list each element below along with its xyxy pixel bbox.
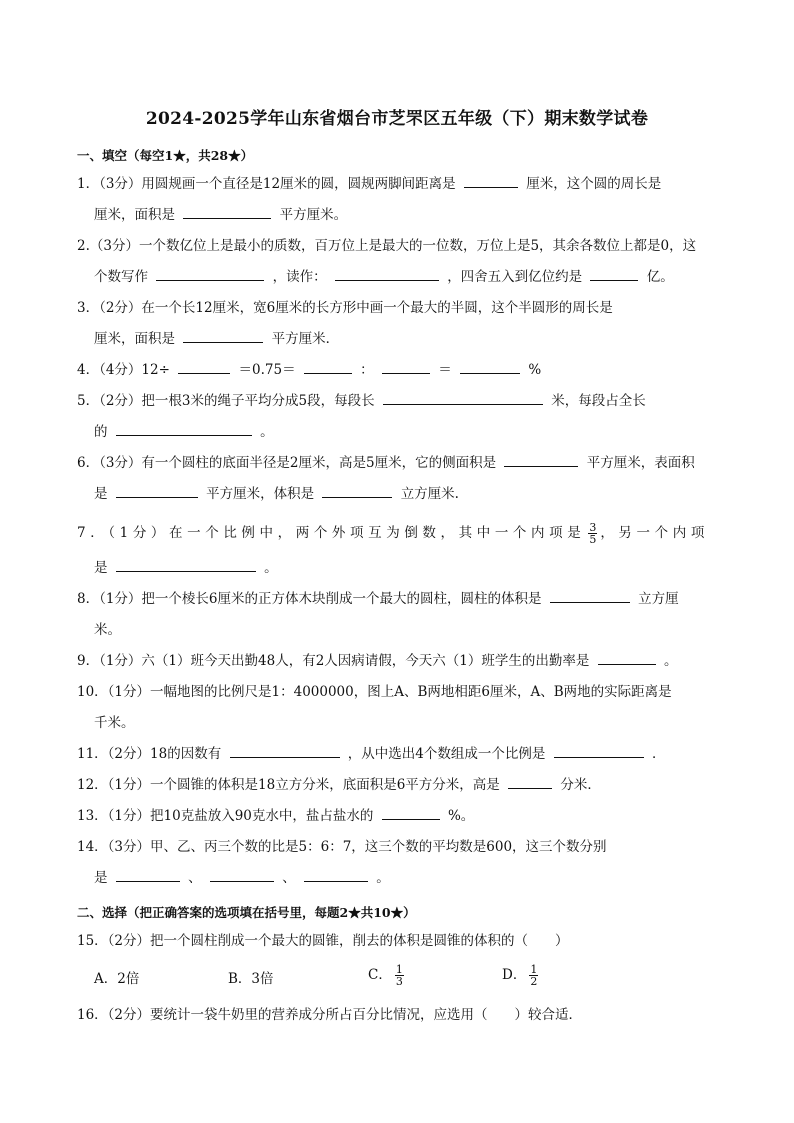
question-6-line-2 — [94, 485, 739, 503]
q9-text-b: 。 — [663, 653, 678, 669]
question-3-line-2 — [94, 330, 739, 348]
q5-text-d: 。 — [260, 424, 274, 440]
q14-text-e: 。 — [376, 870, 390, 886]
q4-text-e: % — [528, 362, 542, 378]
answer-blank[interactable] — [383, 392, 543, 405]
q9-text-a: 9．（1分）六（1）班今天出勤48人，有2人因病请假，今天六（1）班学生的出勤率是 — [77, 653, 590, 669]
question-6-line-1 — [77, 454, 722, 472]
answer-blank[interactable] — [156, 268, 264, 281]
answer-blank[interactable] — [550, 590, 630, 603]
q15-text-a: 15．（2分）把一个圆柱削成一个最大的圆锥，削去的体积是圆锥的体积的（ ） — [77, 933, 569, 949]
q4-text-a: 4．（4分）12÷ — [77, 362, 170, 378]
option-a[interactable]: A．2倍 — [94, 971, 140, 987]
question-4-line-1 — [77, 361, 722, 379]
answer-blank[interactable] — [554, 745, 644, 758]
answer-blank[interactable] — [116, 869, 180, 882]
page-title: 2024-2025学年山东省烟台市芝罘区五年级（下）期末数学试卷 — [145, 109, 649, 129]
answer-blank[interactable] — [598, 652, 656, 665]
q11-text-c: ． — [651, 746, 666, 762]
q4-text-c: ： — [360, 362, 374, 378]
q10-text-a: 10．（1分）一幅地图的比例尺是1：4000000，图上A、B两地相距6厘米，A、B两地的实际距离是 — [77, 684, 672, 700]
fraction — [529, 964, 538, 987]
q10-text-b: 千米。 — [94, 715, 135, 731]
q8-text-c: 米。 — [94, 622, 121, 638]
q3-text-c: 平方厘米． — [271, 331, 340, 347]
section-heading-choice: 二、选择（把正确答案的选项填在括号里，每题2★共10★） — [77, 905, 416, 920]
fraction — [395, 964, 404, 987]
fraction-denominator: 2 — [530, 975, 538, 988]
question-8-line-2 — [94, 621, 739, 639]
section-heading-fill: 一、填空（每空1★，共28★） — [77, 148, 254, 163]
question-16-line-1 — [77, 1006, 722, 1024]
answer-blank[interactable] — [322, 485, 392, 498]
q12-text-b: 分米． — [560, 777, 601, 793]
q16-text-a: 16．（2分）要统计一袋牛奶里的营养成分所占百分比情况，应选用（ ）较合适． — [77, 1007, 583, 1023]
question-5-line-2 — [94, 423, 739, 441]
q7-text-d: 。 — [264, 560, 278, 576]
question-9-line-1 — [77, 652, 722, 670]
question-7-line-2 — [94, 559, 739, 577]
fraction-numerator: 1 — [395, 963, 403, 976]
question-15-line-1 — [77, 932, 722, 950]
q1-text-c: 厘米，面积是 — [94, 207, 175, 223]
question-5-line-1 — [77, 392, 722, 410]
question-10-line-2 — [94, 714, 739, 732]
q3-text-a: 3．（2分）在一个长12厘米，宽6厘米的长方形中画一个最大的半圆，这个半圆形的周长是 — [77, 300, 613, 316]
q13-text-b: %。 — [447, 808, 475, 824]
answer-blank[interactable] — [230, 745, 340, 758]
q4-text-b: ＝0.75＝ — [238, 362, 296, 378]
question-1-line-1 — [77, 175, 722, 193]
option-c[interactable] — [368, 964, 407, 987]
q7-text-c: 是 — [94, 560, 108, 576]
question-12-line-1 — [77, 776, 722, 794]
q1-text-a: 1．（3分）用圆规画一个直径是12厘米的圆，圆规两脚间距离是 — [77, 176, 456, 192]
fraction-denominator: 3 — [395, 975, 403, 988]
q1-text-d: 平方厘米。 — [279, 207, 348, 223]
answer-blank[interactable] — [183, 206, 271, 219]
q14-text-b: 是 — [94, 870, 108, 886]
question-8-line-1 — [77, 590, 722, 608]
answer-blank[interactable] — [590, 268, 638, 281]
answer-blank[interactable] — [116, 485, 198, 498]
question-2-line-1 — [77, 237, 722, 255]
question-1-line-2 — [94, 206, 739, 224]
q2-text-d: ，四舍五入到亿位约是 — [447, 269, 583, 285]
q14-text-a: 14．（3分）甲、乙、丙三个数的比是5：6：7，这三个数的平均数是600，这三个数分别 — [77, 839, 607, 855]
question-7-line-1 — [77, 522, 722, 545]
q7-text-a: 7．（1分）在一个比例中，两个外项互为倒数，其中一个内项是 — [77, 525, 586, 541]
question-14-line-2 — [94, 869, 739, 887]
q5-text-c: 的 — [94, 424, 108, 440]
q8-text-b: 立方厘 — [638, 591, 679, 607]
q6-text-e: 立方厘米. — [400, 486, 459, 502]
question-11-line-1 — [77, 745, 722, 763]
q6-text-d: 平方厘米，体积是 — [206, 486, 315, 502]
fraction-denominator: 5 — [589, 533, 597, 546]
answer-blank[interactable] — [504, 454, 578, 467]
option-d-label: D． — [502, 967, 527, 983]
answer-blank[interactable] — [304, 869, 368, 882]
answer-blank[interactable] — [116, 559, 256, 572]
question-10-line-1 — [77, 683, 722, 701]
answer-blank[interactable] — [460, 361, 520, 374]
answer-blank[interactable] — [382, 807, 440, 820]
answer-blank[interactable] — [210, 869, 274, 882]
q2-text-e: 亿。 — [646, 269, 674, 285]
option-b[interactable]: B．3倍 — [228, 971, 274, 987]
q6-text-b: 平方厘米，表面积 — [586, 455, 695, 471]
answer-blank[interactable] — [508, 776, 552, 789]
answer-blank[interactable] — [382, 361, 430, 374]
q6-text-c: 是 — [94, 486, 108, 502]
answer-blank[interactable] — [183, 330, 263, 343]
q8-text-a: 8．（1分）把一个棱长6厘米的正方体木块削成一个最大的圆柱，圆柱的体积是 — [77, 591, 542, 607]
question-14-line-1 — [77, 838, 722, 856]
option-c-label: C． — [368, 967, 392, 983]
q11-text-b: ，从中选出4个数组成一个比例是 — [347, 746, 546, 762]
question-3-line-1 — [77, 299, 722, 317]
answer-blank[interactable] — [304, 361, 352, 374]
question-2-line-2 — [94, 268, 739, 286]
fraction-numerator: 1 — [530, 963, 538, 976]
answer-blank[interactable] — [335, 268, 439, 281]
q2-text-c: ，读作： — [272, 269, 327, 285]
question-13-line-1 — [77, 807, 722, 825]
q2-text-b: 个数写作 — [94, 269, 148, 285]
q1-text-b: 厘米，这个圆的周长是 — [526, 176, 662, 192]
q2-text-a: 2.（3分）一个数亿位上是最小的质数，百万位上是最大的一位数，万位上是5，其余各数位上都是0，这 — [77, 238, 697, 254]
q13-text-a: 13．（1分）把10克盐放入90克水中，盐占盐水的 — [77, 808, 374, 824]
answer-blank[interactable] — [178, 361, 230, 374]
fraction — [588, 522, 597, 545]
fraction-numerator: 3 — [589, 521, 597, 534]
q5-text-b: 米，每段占全长 — [551, 393, 646, 409]
q14-text-c: 、 — [188, 870, 202, 886]
q7-text-b: ，另一个内项 — [600, 525, 709, 541]
answer-blank[interactable] — [116, 423, 252, 436]
q14-text-d: 、 — [282, 870, 296, 886]
q5-text-a: 5．（2分）把一根3米的绳子平均分成5段，每段长 — [77, 393, 375, 409]
option-d[interactable] — [502, 964, 541, 987]
q12-text-a: 12．（1分）一个圆锥的体积是18立方分米，底面积是6平方分米，高是 — [77, 777, 500, 793]
answer-blank[interactable] — [464, 175, 518, 188]
q11-text-a: 11．（2分）18的因数有 — [77, 746, 222, 762]
q4-text-d: ＝ — [438, 362, 452, 378]
q3-text-b: 厘米，面积是 — [94, 331, 175, 347]
q6-text-a: 6．（3分）有一个圆柱的底面半径是2厘米，高是5厘米，它的侧面积是 — [77, 455, 497, 471]
